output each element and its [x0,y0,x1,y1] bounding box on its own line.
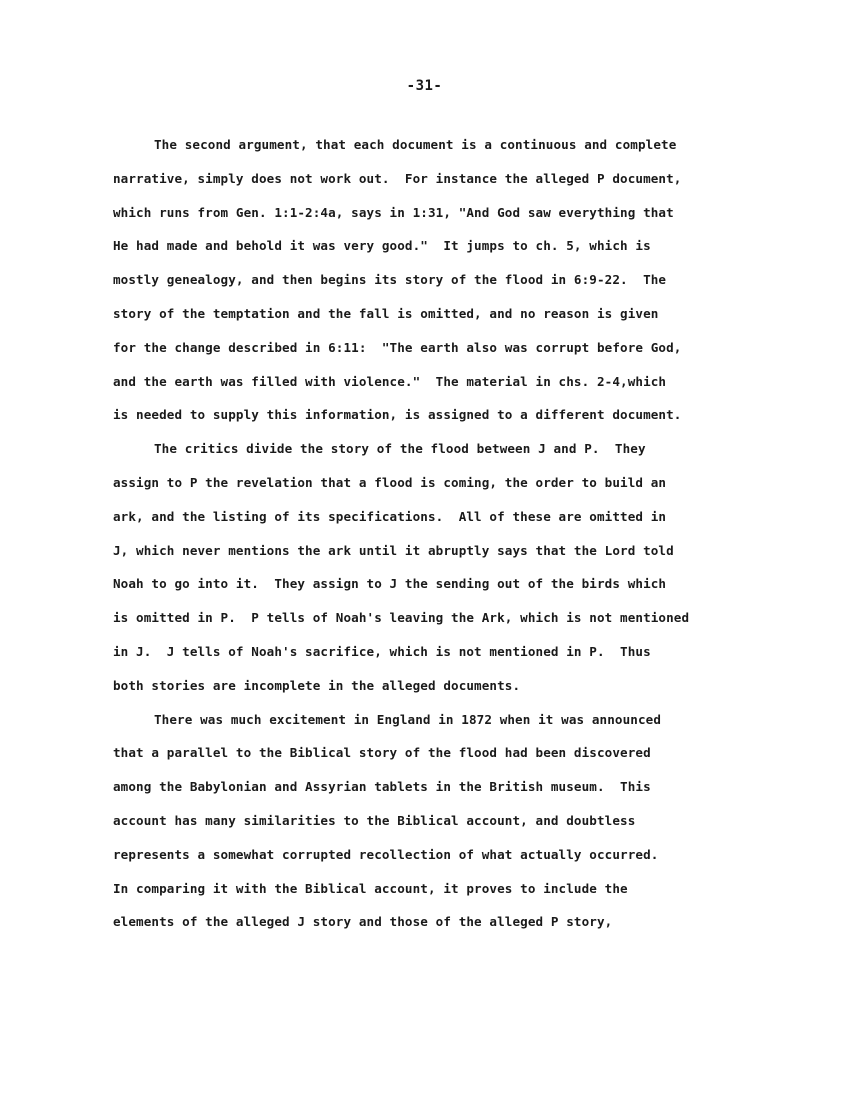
text-line: The second argument, that each document is a continuous and complete [154,137,677,152]
text-line: both stories are incomplete in the alleged documents. [113,677,521,693]
text-line: account has many similarities to the Biblical account, and doubtless [113,812,636,828]
text-line: The critics divide the story of the flood between J and P. They [154,441,646,457]
text-line: which runs from Gen. 1:1-2:4a, says in 1:31, "And God saw everything that [113,204,674,220]
text-line: J, which never mentions the ark until it abruptly says that the Lord told [113,542,674,558]
text-line: There was much excitement in England in 1872 when it was announced [154,711,662,727]
body-text [113,128,773,939]
paragraph-2 [113,432,773,702]
text-line: in J. J tells of Noah's sacrifice, which is not mentioned in P. Thus [113,643,651,659]
text-line: mostly genealogy, and then begins its story of the flood in 6:9-22. The [113,272,667,288]
paragraph-3 [113,703,773,940]
text-line: story of the temptation and the fall is omitted, and no reason is given [113,305,659,321]
text-line: In comparing it with the Biblical account, it proves to include the [113,880,628,896]
text-line: narrative, simply does not work out. For instance the alleged P document, [113,170,682,186]
text-line: assign to P the revelation that a flood is coming, the order to build an [113,474,667,490]
text-line: for the change described in 6:11: "The earth also was corrupt before God, [113,339,682,355]
text-line: elements of the alleged J story and those of the alleged P story, [113,914,613,930]
text-line: and the earth was filled with violence." The material in chs. 2-4,which [113,373,667,389]
text-line: represents a somewhat corrupted recollection of what actually occurred. [113,846,659,862]
text-line: among the Babylonian and Assyrian tablets in the British museum. This [113,779,651,795]
text-line: is needed to supply this information, is assigned to a different document. [113,407,682,423]
text-line: He had made and behold it was very good." It jumps to ch. 5, which is [113,238,651,254]
paragraph-1 [113,128,773,432]
page-number: -31- [406,78,443,94]
text-line: Noah to go into it. They assign to J the sending out of the birds which [113,576,667,592]
text-line: that a parallel to the Biblical story of the flood had been discovered [113,745,651,761]
text-line: ark, and the listing of its specifications. All of these are omitted in [113,508,667,524]
text-line: is omitted in P. P tells of Noah's leaving the Ark, which is not mentioned [113,610,690,626]
